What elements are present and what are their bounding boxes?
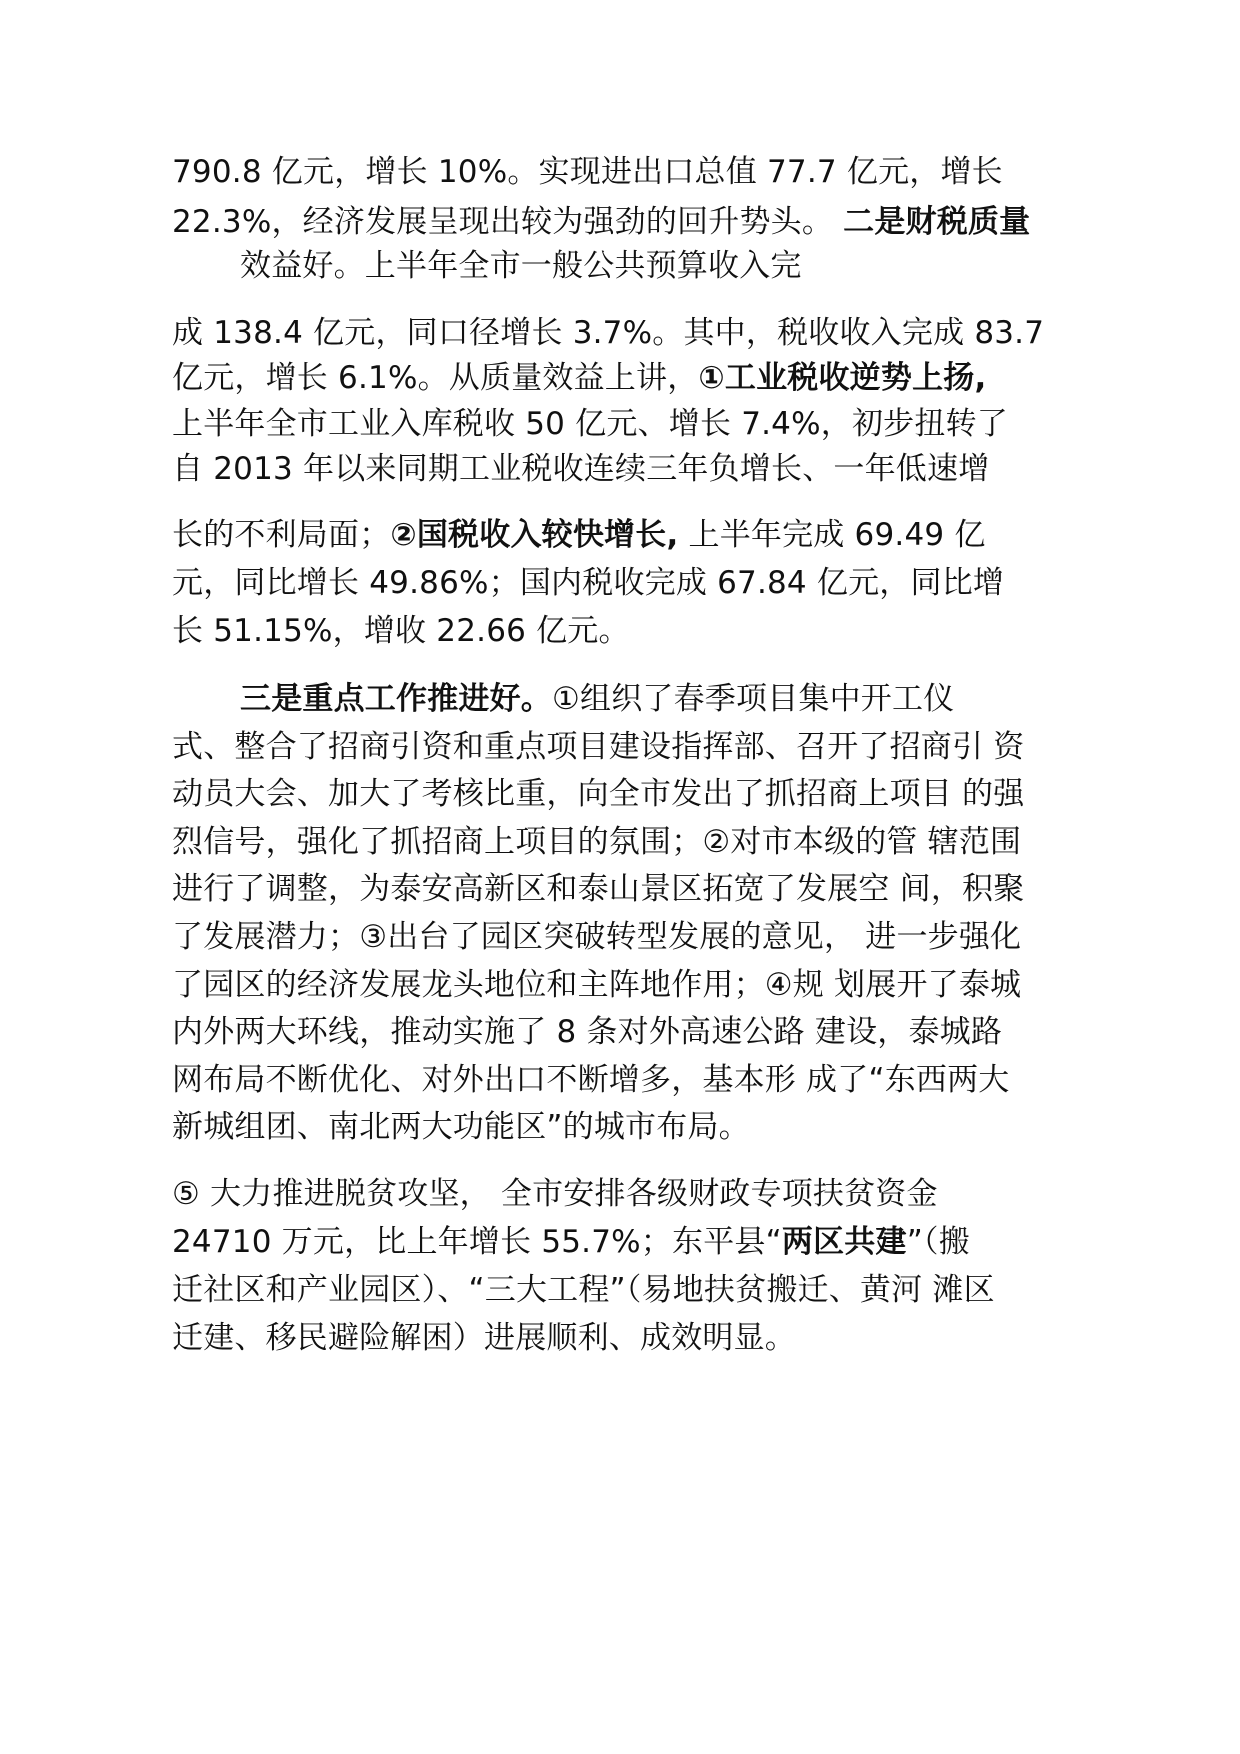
text-line-6: 上半年全市工业入库税收 50 亿元、增长 7.4%，初步扭转了 [172,406,1008,442]
text-line-15: 进行了调整，为泰安高新区和泰山景区拓宽了发展空 间，积聚 [172,871,1025,907]
heading-key-work: 三是重点工作推进好。 [240,681,552,717]
text-line-16: 了发展潜力；③出台了园区突破转型发展的意见， 进一步强化 [172,919,1022,955]
text-line-11: 三是重点工作推进好。①组织了春季项目集中开工仪 [240,681,955,717]
text-line-18: 内外两大环线，推动实施了 8 条对外高速公路 建设，泰城路 [172,1014,1003,1050]
text-line-19: 网布局不断优化、对外出口不断增多，基本形 成了“东西两大 [172,1062,1010,1098]
text-line-5: 亿元，增长 6.1%。从质量效益上讲，①工业税收逆势上扬, [172,360,987,396]
text-line-4: 成 138.4 亿元，同口径增长 3.7%。其中，税收收入完成 83.7 [172,315,1045,351]
heading-two-zones: 两区共建 [781,1224,907,1260]
text-line-17: 了园区的经济发展龙头地位和主阵地作用；④规 划展开了泰城 [172,967,1022,1003]
heading-national-tax: ②国税收入较快增长, [390,517,679,553]
heading-fiscal-quality: 二是财税质量 [843,204,1031,240]
text-line-13: 动员大会、加大了考核比重，向全市发出了抓招商上项目 的强 [172,776,1025,812]
text-line-22: 24710 万元，比上年增长 55.7%；东平县“两区共建”（搬 [172,1224,970,1260]
heading-industrial-tax: ①工业税收逆势上扬, [698,360,987,396]
text-line-20: 新城组团、南北两大功能区”的城市布局。 [172,1109,750,1145]
text-line-21: ⑤ 大力推进脱贫攻坚， 全市安排各级财政专项扶贫资金 [172,1176,938,1212]
text-line-14: 烈信号，强化了抓招商上项目的氛围；②对市本级的管 辖范围 [172,824,1022,860]
text-line-8: 长的不利局面；②国税收入较快增长, 上半年完成 69.49 亿 [172,517,986,553]
text-line-7: 自 2013 年以来同期工业税收连续三年负增长、一年低速增 [172,451,990,487]
text-line-3: 效益好。上半年全市一般公共预算收入完 [240,248,802,284]
text-line-12: 式、整合了招商引资和重点项目建设指挥部、召开了招商引 资 [172,729,1025,765]
text-line-9: 元，同比增长 49.86%；国内税收完成 67.84 亿元，同比增 [172,565,1005,601]
text-line-23: 迁社区和产业园区）、“三大工程”（易地扶贫搬迁、黄河 滩区 [172,1272,995,1308]
text-line-24: 迁建、移民避险解困）进展顺利、成效明显。 [172,1320,796,1356]
text-line-1: 790.8 亿元，增长 10%。实现进出口总值 77.7 亿元，增长 [172,154,1003,190]
text-line-2: 22.3%，经济发展呈现出较为强劲的回升势头。 二是财税质量 [172,204,1031,240]
text-line-10: 长 51.15%，增收 22.66 亿元。 [172,613,630,649]
